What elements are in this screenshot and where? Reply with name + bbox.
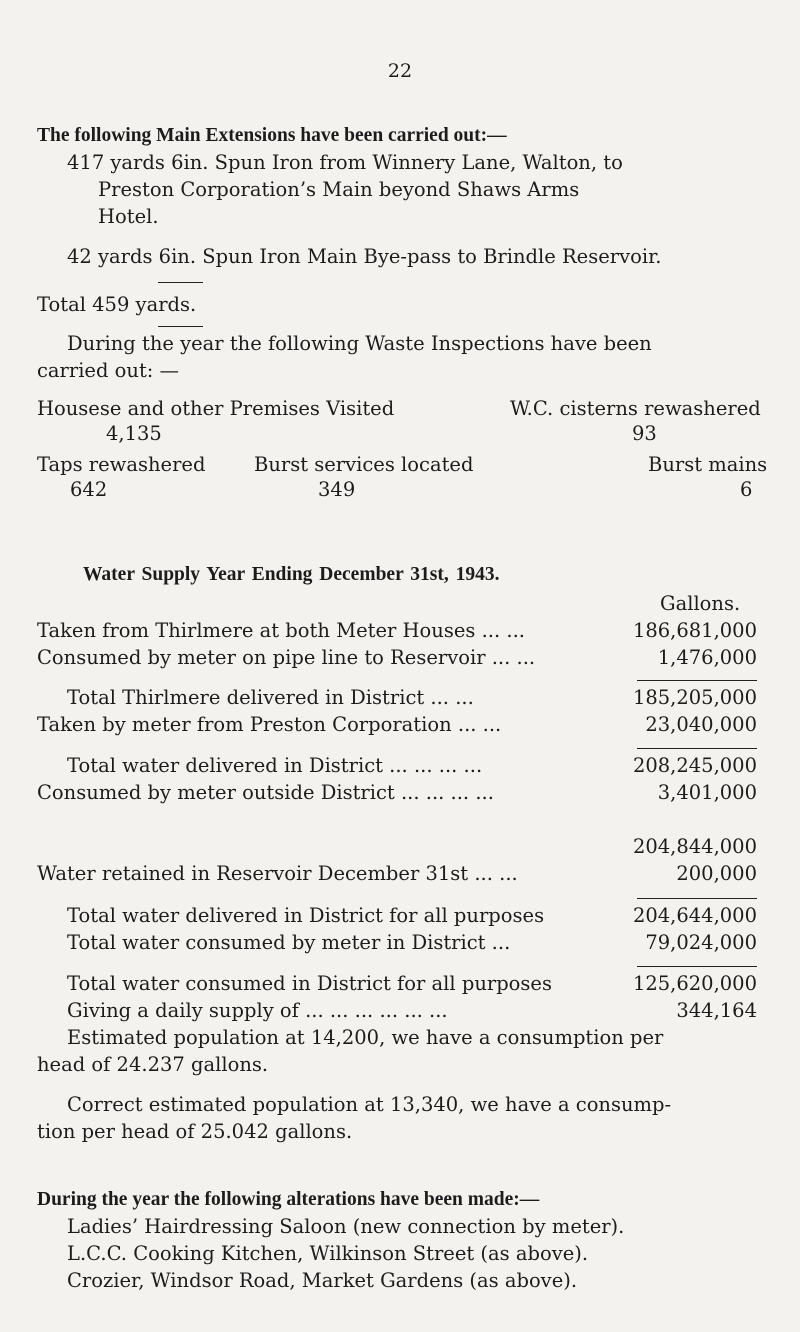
supply-row-value: 204,844,000 (632, 835, 757, 858)
subtotal-rule (637, 898, 757, 899)
supply-row-value: 204,644,000 (632, 904, 757, 927)
supply-row-label: Taken from Thirlmere at both Meter Houses ... ... (37, 619, 525, 642)
taps-rewashered-label: Taps rewashered (37, 453, 206, 476)
supply-row-label: Water retained in Reservoir December 31st ... ... (37, 862, 518, 885)
extensions-total: Total 459 yards. (37, 293, 197, 316)
subtotal-rule (637, 680, 757, 681)
burst-services-value: 349 (318, 478, 356, 501)
divider (158, 282, 203, 283)
alteration-item: L.C.C. Cooking Kitchen, Wilkinson Street (as above). (67, 1242, 589, 1265)
wc-cisterns-label: W.C. cisterns rewashered (510, 397, 761, 420)
supply-row-label: Total water delivered in District ... ... ... ... (67, 754, 483, 777)
supply-row-value: 3,401,000 (657, 781, 757, 804)
supply-row-label: Giving a daily supply of ... ... ... ... ... ... (67, 999, 448, 1022)
burst-mains-value: 6 (740, 478, 753, 501)
burst-services-label: Burst services located (254, 453, 474, 476)
supply-row-value: 344,164 (676, 999, 757, 1022)
wc-cisterns-value: 93 (632, 422, 657, 445)
supply-row-label: Total water consumed in District for all purposes (67, 972, 552, 995)
subtotal-rule (637, 966, 757, 967)
alteration-item: Crozier, Windsor Road, Market Gardens (as above). (67, 1269, 578, 1292)
supply-row-label: Consumed by meter on pipe line to Reservoir ... ... (37, 646, 536, 669)
supply-row-value: 186,681,000 (632, 619, 757, 642)
taps-rewashered-value: 642 (70, 478, 108, 501)
supply-row-label: Total water delivered in District for all purposes (67, 904, 545, 927)
page-number: 22 (387, 60, 413, 82)
supply-row-label: Total Thirlmere delivered in District ... ... (67, 686, 474, 709)
extension-item-1-line-3: Hotel. (98, 205, 159, 228)
divider (158, 326, 203, 327)
supply-row-value: 79,024,000 (645, 931, 757, 954)
houses-visited-value: 4,135 (106, 422, 162, 445)
consumption-estimate-2-line-1: Correct estimated population at 13,340, we have a consump- (67, 1093, 672, 1116)
consumption-estimate-1-line-1: Estimated population at 14,200, we have a consumption per (67, 1026, 664, 1049)
extensions-heading: The following Main Extensions have been carried out:— (37, 125, 507, 146)
waste-intro-line-2: carried out: — (37, 359, 180, 382)
burst-mains-label: Burst mains (648, 453, 768, 476)
gallons-unit: Gallons. (660, 592, 741, 615)
waste-intro-line-1: During the year the following Waste Inspections have been (67, 332, 652, 355)
consumption-estimate-1-line-2: head of 24.237 gallons. (37, 1053, 269, 1076)
extension-item-1-line-2: Preston Corporation’s Main beyond Shaws Arms (98, 178, 580, 201)
supply-row-label: Taken by meter from Preston Corporation ... ... (37, 713, 502, 736)
houses-visited-label: Housese and other Premises Visited (37, 397, 395, 420)
supply-row-label: Total water consumed by meter in District ... (67, 931, 511, 954)
supply-row-value: 208,245,000 (632, 754, 757, 777)
supply-row-value: 200,000 (676, 862, 757, 885)
supply-row-value: 185,205,000 (632, 686, 757, 709)
supply-row-value: 23,040,000 (645, 713, 757, 736)
alterations-heading: During the year the following alterations have been made:— (37, 1189, 540, 1210)
alteration-item: Ladies’ Hairdressing Saloon (new connection by meter). (67, 1215, 625, 1238)
consumption-estimate-2-line-2: tion per head of 25.042 gallons. (37, 1120, 353, 1143)
extension-item-1-line-1: 417 yards 6in. Spun Iron from Winnery Lane, Walton, to (67, 151, 623, 174)
extension-item-2: 42 yards 6in. Spun Iron Main Bye-pass to Brindle Reservoir. (67, 245, 662, 268)
subtotal-rule (637, 748, 757, 749)
supply-row-label: Consumed by meter outside District ... ... ... ... (37, 781, 494, 804)
supply-row-value: 125,620,000 (632, 972, 757, 995)
supply-row-value: 1,476,000 (657, 646, 757, 669)
water-supply-heading: Water Supply Year Ending December 31st, 1943. (83, 564, 500, 585)
